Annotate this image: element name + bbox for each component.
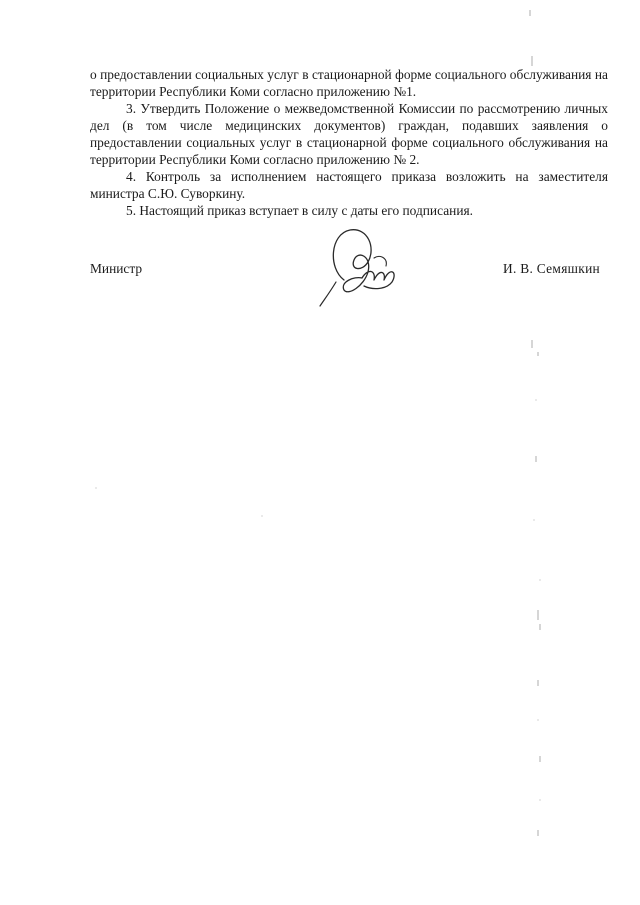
signatory-name: И. В. Семяшкин bbox=[502, 261, 600, 276]
paragraph-item-4: 4. Контроль за исполнением настоящего приказа возложить на заместителя министра С.Ю. Суворкину. bbox=[90, 169, 608, 201]
paragraph-continuation: о предоставлении социальных услуг в стационарной форме социального обслуживания на территории Республики Коми согласно приложению №1. bbox=[90, 67, 608, 99]
paragraph-item-5: 5. Настоящий приказ вступает в силу с даты его подписания. bbox=[126, 203, 473, 218]
handwritten-signature bbox=[314, 220, 404, 312]
document-body bbox=[90, 66, 608, 219]
paragraph-item-3: 3. Утвердить Положение о межведомственной Комиссии по рассмотрению личных дел (в том числе медицинских документов) граждан, подавших заявления о предоставлении социальных услуг в стационарной форме социального обслуживания на территории Республики Коми согласно приложению № 2. bbox=[90, 101, 608, 167]
signatory-title: Министр bbox=[90, 261, 143, 276]
